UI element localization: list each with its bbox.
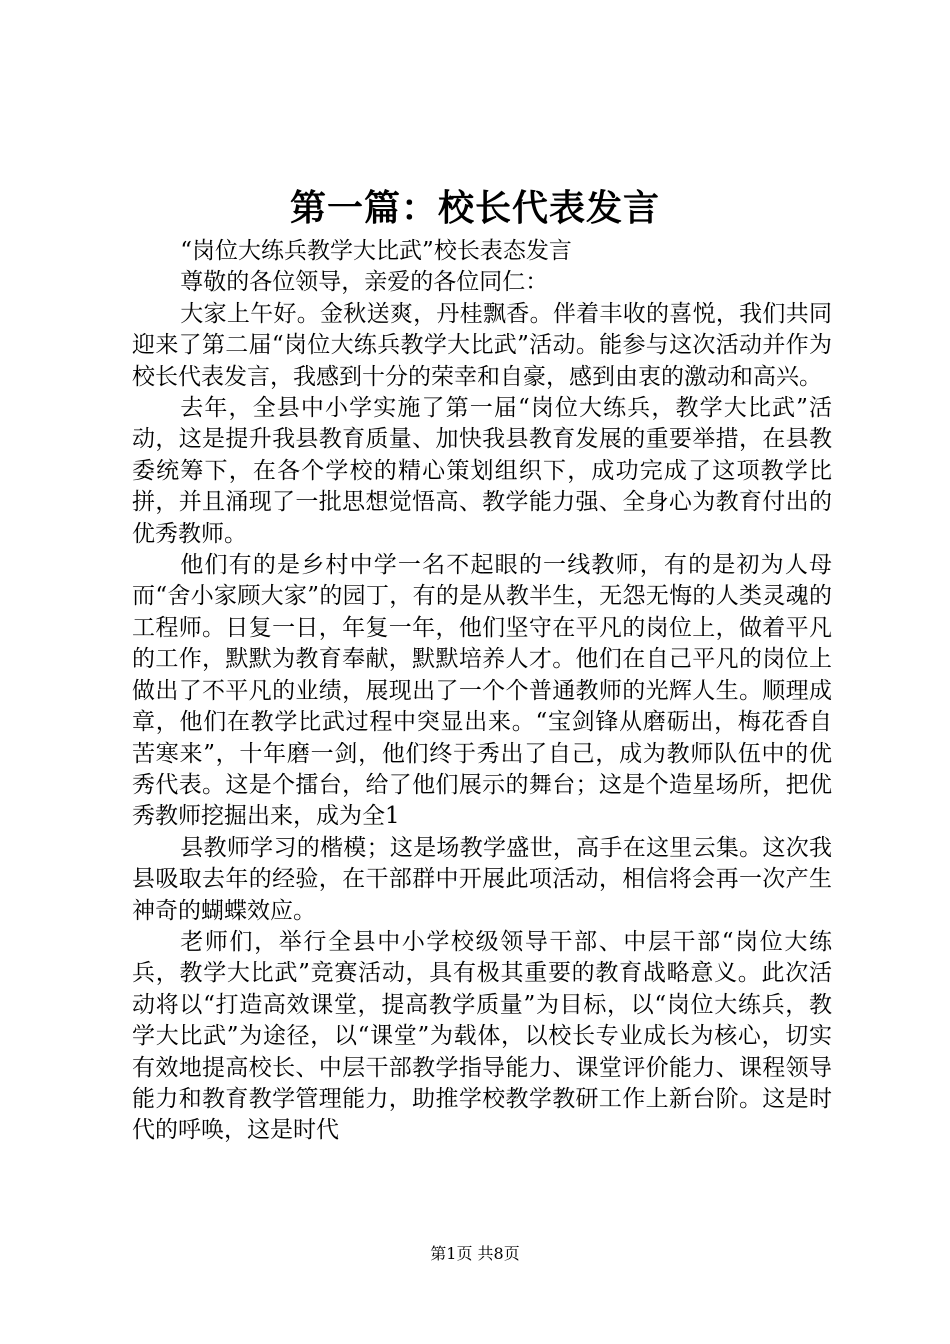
paragraph-significance: 老师们，举行全县中小学校级领导干部、中层干部“岗位大练兵，教学大比武”竞赛活动，具有极其重要的教育战略意义。此次活动将以“打造高效课堂，提高教学质量”为目标，以“岗位大练兵，教学大比武”为途径，以“课堂”为载体，以校长专业成长为核心，切实有效地提高校长、中层干部教学指导能力、课堂评价能力、课程领导能力和教育教学管理能力，助推学校教学教研工作上新台阶。这是时代的呼唤，这是时代 xyxy=(132,928,832,1144)
paragraph-salutation: 尊敬的各位领导，亲爱的各位同仁： xyxy=(180,269,549,296)
paragraph-last-year: 去年，全县中小学实施了第一届“岗位大练兵，教学大比武”活动，这是提升我县教育质量、加快我县教育发展的重要举措，在县教委统筹下，在各个学校的精心策划组织下，成功完成了这项教学比拼，并且涌现了一批思想觉悟高、教学能力强、全身心为教育付出的优秀教师。 xyxy=(132,395,832,547)
page-footer: 第1页 共8页 xyxy=(430,1244,520,1263)
paragraph-greeting: 大家上午好。金秋送爽，丹桂飘香。伴着丰收的喜悦，我们共同迎来了第二届“岗位大练兵教学大比武”活动。能参与这次活动并作为校长代表发言，我感到十分的荣幸和自豪，感到由衷的激动和高兴。 xyxy=(132,300,832,390)
paragraph-teachers: 他们有的是乡村中学一名不起眼的一线教师，有的是初为人母而“舍小家顾大家”的园丁，有的是从教半生，无怨无悔的人类灵魂的工程师。日复一日，年复一年，他们坚守在平凡的岗位上，做着平凡的工作，默默为教育奉献，默默培养人才。他们在自己平凡的岗位上做出了不平凡的业绩，展现出了一个个普通教师的光辉人生。顺理成章，他们在教学比武过程中突显出来。“宝剑锋从磨砺出，梅花香自苦寒来”，十年磨一剑，他们终于秀出了自己，成为教师队伍中的优秀代表。这是个擂台，给了他们展示的舞台；这是个造星场所，把优秀教师挖掘出来，成为全1 xyxy=(132,552,832,830)
paragraph-subtitle: “岗位大练兵教学大比武”校长表态发言 xyxy=(180,238,572,264)
document-body xyxy=(132,236,832,1147)
paragraph-continuation: 县教师学习的楷模；这是场教学盛世，高手在这里云集。这次我县吸取去年的经验，在干部群中开展此项活动，相信将会再一次产生神奇的蝴蝶效应。 xyxy=(132,834,832,924)
document-title: 第一篇：校长代表发言 xyxy=(289,188,660,229)
